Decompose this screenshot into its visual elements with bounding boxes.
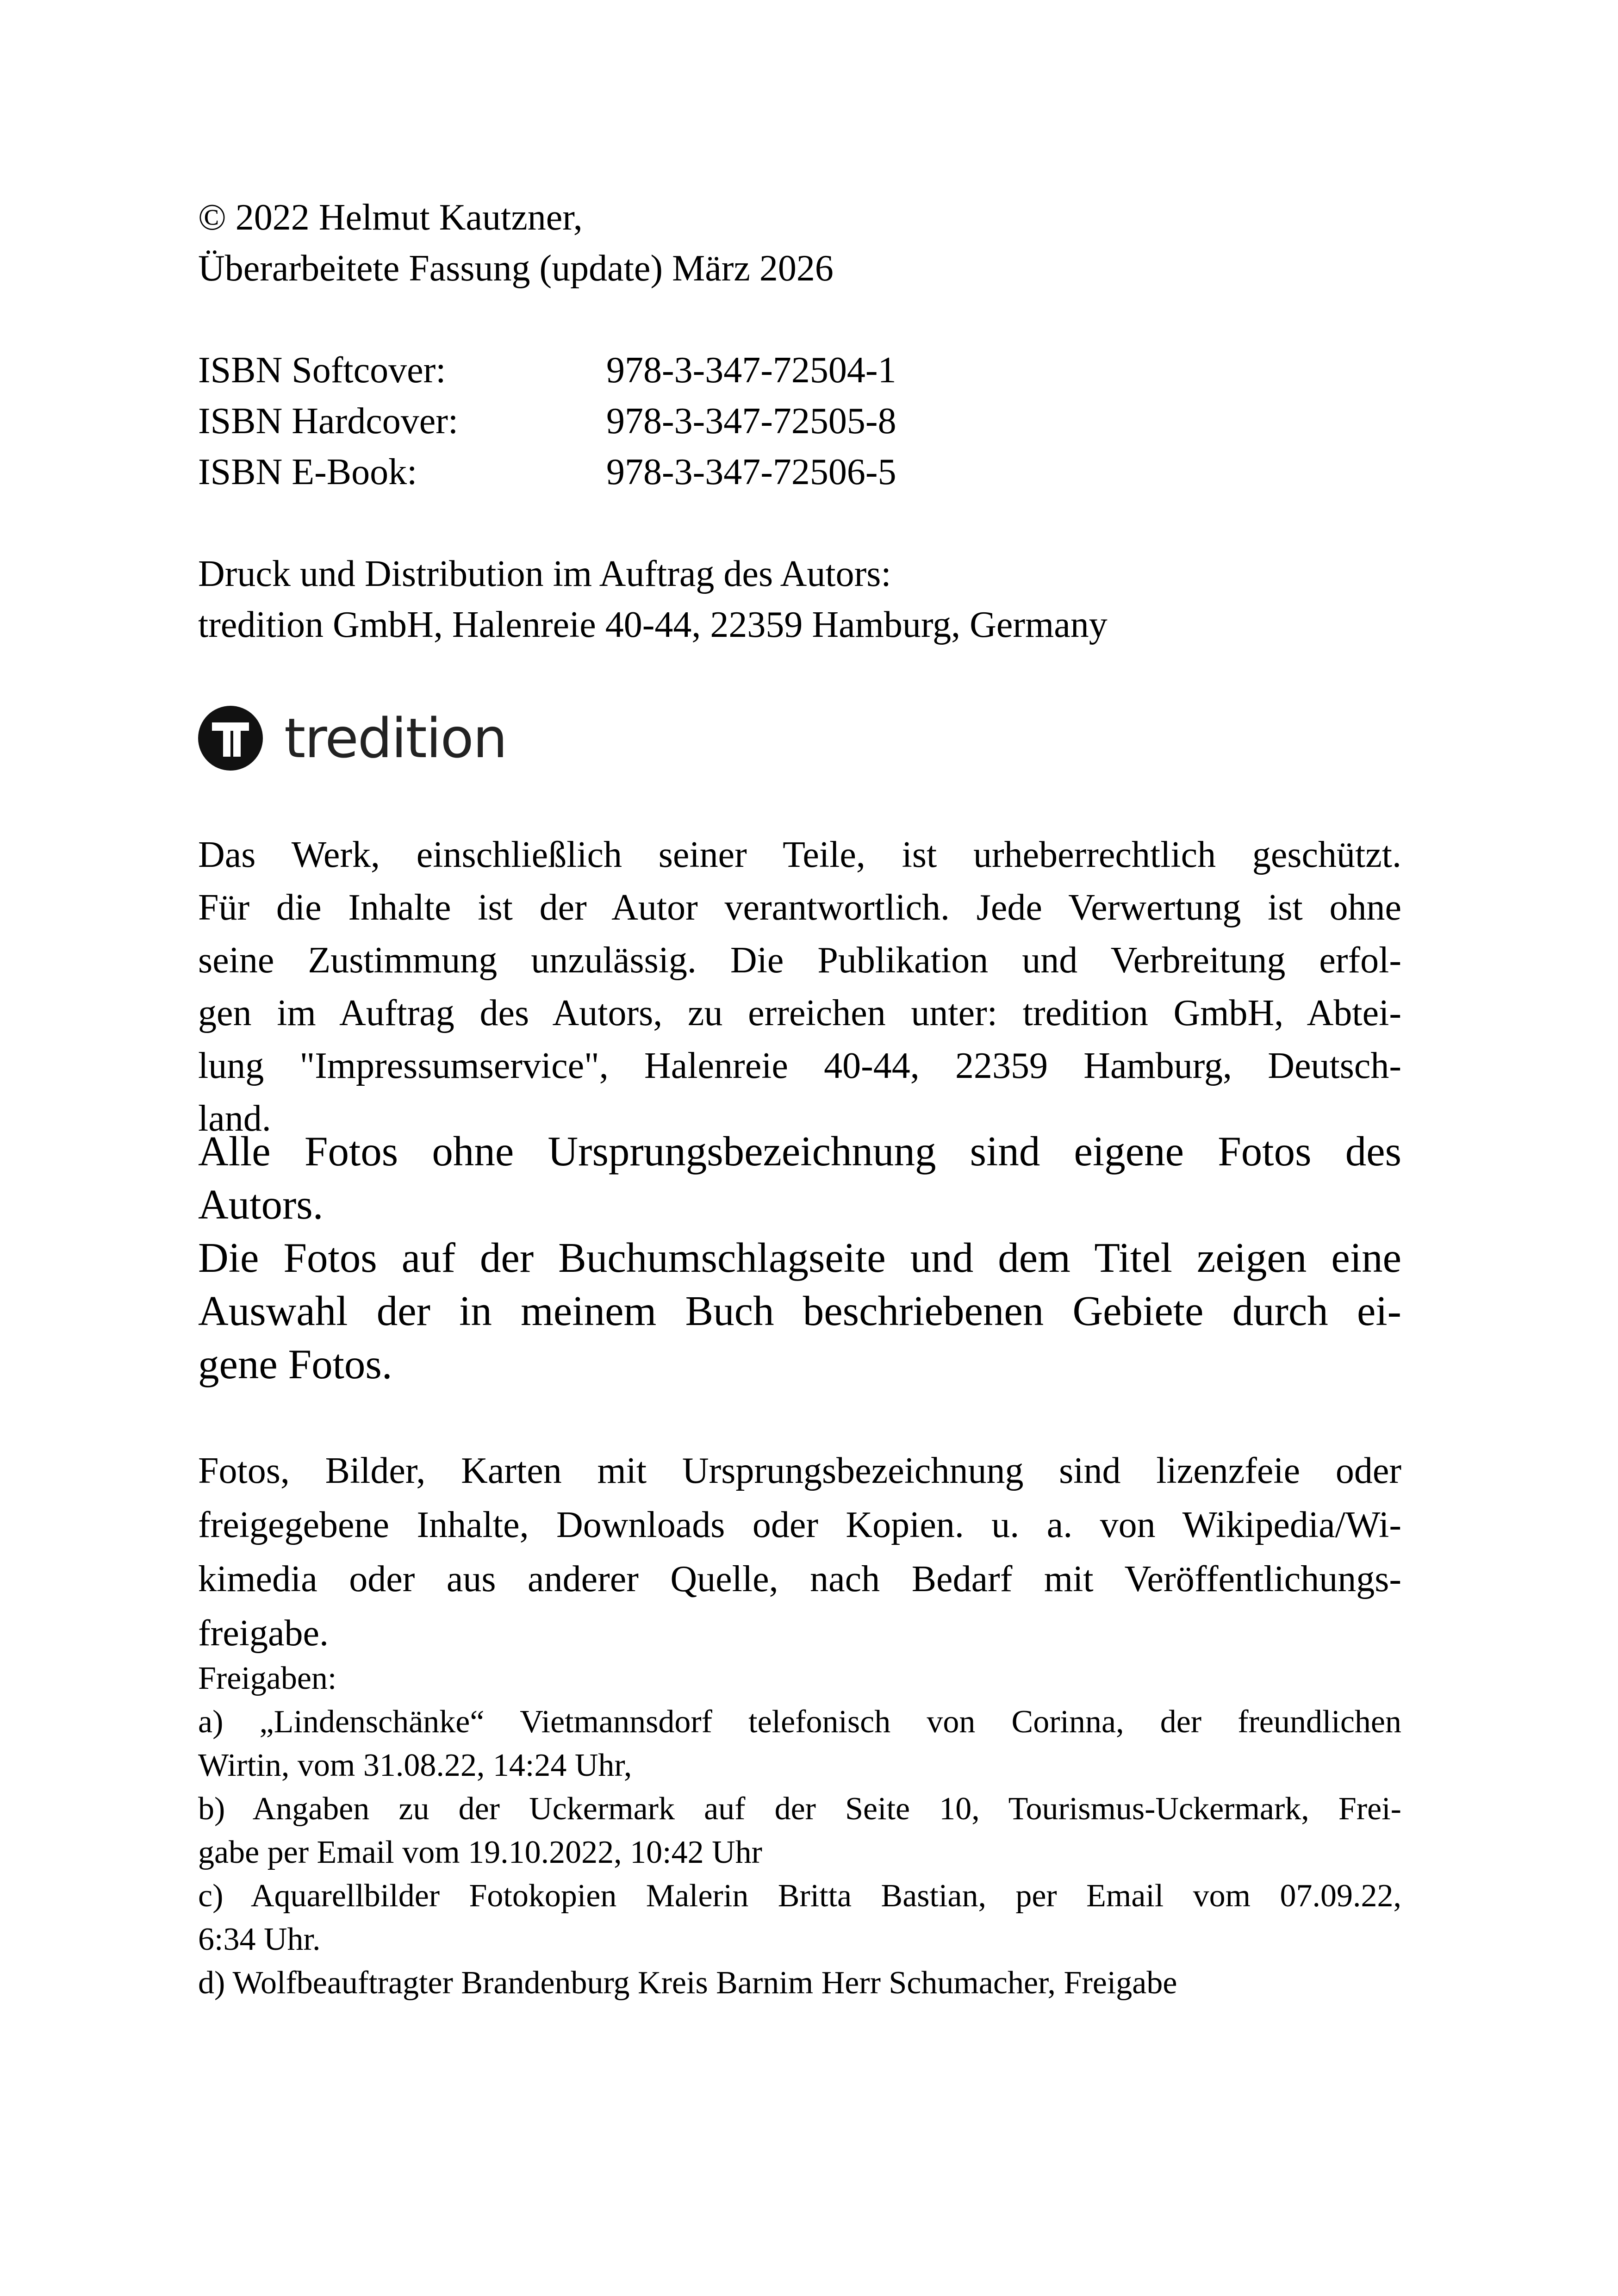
- text-line: gen im Auftrag des Autors, zu erreichen unter: tredition GmbH, Abtei-: [198, 993, 1401, 1033]
- tredition-logo-text: tredition: [284, 706, 507, 770]
- release-item: 6:34 Uhr.: [198, 1922, 321, 1957]
- isbn-ebook-label: ISBN E-Book:: [198, 452, 417, 492]
- text-line: Fotos, Bilder, Karten mit Ursprungsbezeichnung sind lizenzfeie oder: [198, 1450, 1401, 1491]
- copyright-line: © 2022 Helmut Kautzner,: [198, 197, 583, 238]
- distribution-line: Druck und Distribution im Auftrag des Autors:: [198, 554, 891, 594]
- release-item: b) Angaben zu der Uckermark auf der Seite 10, Tourismus-Uckermark, Frei-: [198, 1791, 1401, 1827]
- publisher-address-line: tredition GmbH, Halenreie 40-44, 22359 Hamburg, Germany: [198, 604, 1108, 645]
- copyright-notice-paragraph: [198, 828, 1401, 1145]
- photo-credits-paragraph: [198, 1125, 1401, 1391]
- text-line: Alle Fotos ohne Ursprungsbezeichnung sind eigene Fotos des: [198, 1128, 1401, 1175]
- releases-list: [198, 1657, 1401, 2005]
- releases-heading: Freigaben:: [198, 1661, 337, 1696]
- release-item: c) Aquarellbilder Fotokopien Malerin Britta Bastian, per Email vom 07.09.22,: [198, 1878, 1401, 1914]
- text-line: Das Werk, einschließlich seiner Teile, ist urheberrechtlich geschützt.: [198, 834, 1401, 875]
- text-line: land.: [198, 1098, 271, 1139]
- text-line: freigegebene Inhalte, Downloads oder Kopien. u. a. von Wikipedia/Wi-: [198, 1505, 1401, 1545]
- tredition-logo: [198, 703, 507, 773]
- release-item: gabe per Email vom 19.10.2022, 10:42 Uhr: [198, 1835, 762, 1870]
- text-line: kimedia oder aus anderer Quelle, nach Bedarf mit Veröffentlichungs-: [198, 1559, 1401, 1599]
- tredition-logo-icon: [198, 706, 263, 771]
- isbn-ebook-value: 978-3-347-72506-5: [606, 452, 896, 492]
- text-line: Autors.: [198, 1181, 324, 1228]
- release-item: Wirtin, vom 31.08.22, 14:24 Uhr,: [198, 1748, 632, 1783]
- image-sources-paragraph: [198, 1444, 1401, 1661]
- text-line: Für die Inhalte ist der Autor verantwortlich. Jede Verwertung ist ohne: [198, 887, 1401, 928]
- imprint-page: [198, 0, 1401, 2296]
- isbn-softcover-label: ISBN Softcover:: [198, 350, 446, 391]
- release-item: d) Wolfbeauftragter Brandenburg Kreis Barnim Herr Schumacher, Freigabe: [198, 1965, 1177, 2001]
- revision-line: Überarbeitete Fassung (update) März 2026: [198, 248, 834, 289]
- text-line: Die Fotos auf der Buchumschlagseite und dem Titel zeigen eine: [198, 1234, 1401, 1281]
- isbn-softcover-value: 978-3-347-72504-1: [606, 350, 896, 391]
- release-item: a) „Lindenschänke“ Vietmannsdorf telefonisch von Corinna, der freundlichen: [198, 1704, 1401, 1740]
- text-line: gene Fotos.: [198, 1341, 392, 1388]
- text-line: Auswahl der in meinem Buch beschriebenen Gebiete durch ei-: [198, 1288, 1401, 1334]
- text-line: freigabe.: [198, 1613, 329, 1654]
- isbn-hardcover-label: ISBN Hardcover:: [198, 401, 459, 442]
- text-line: lung "Impressumservice", Halenreie 40-44, 22359 Hamburg, Deutsch-: [198, 1045, 1401, 1086]
- isbn-hardcover-value: 978-3-347-72505-8: [606, 401, 896, 442]
- text-line: seine Zustimmung unzulässig. Die Publikation und Verbreitung erfol-: [198, 940, 1401, 981]
